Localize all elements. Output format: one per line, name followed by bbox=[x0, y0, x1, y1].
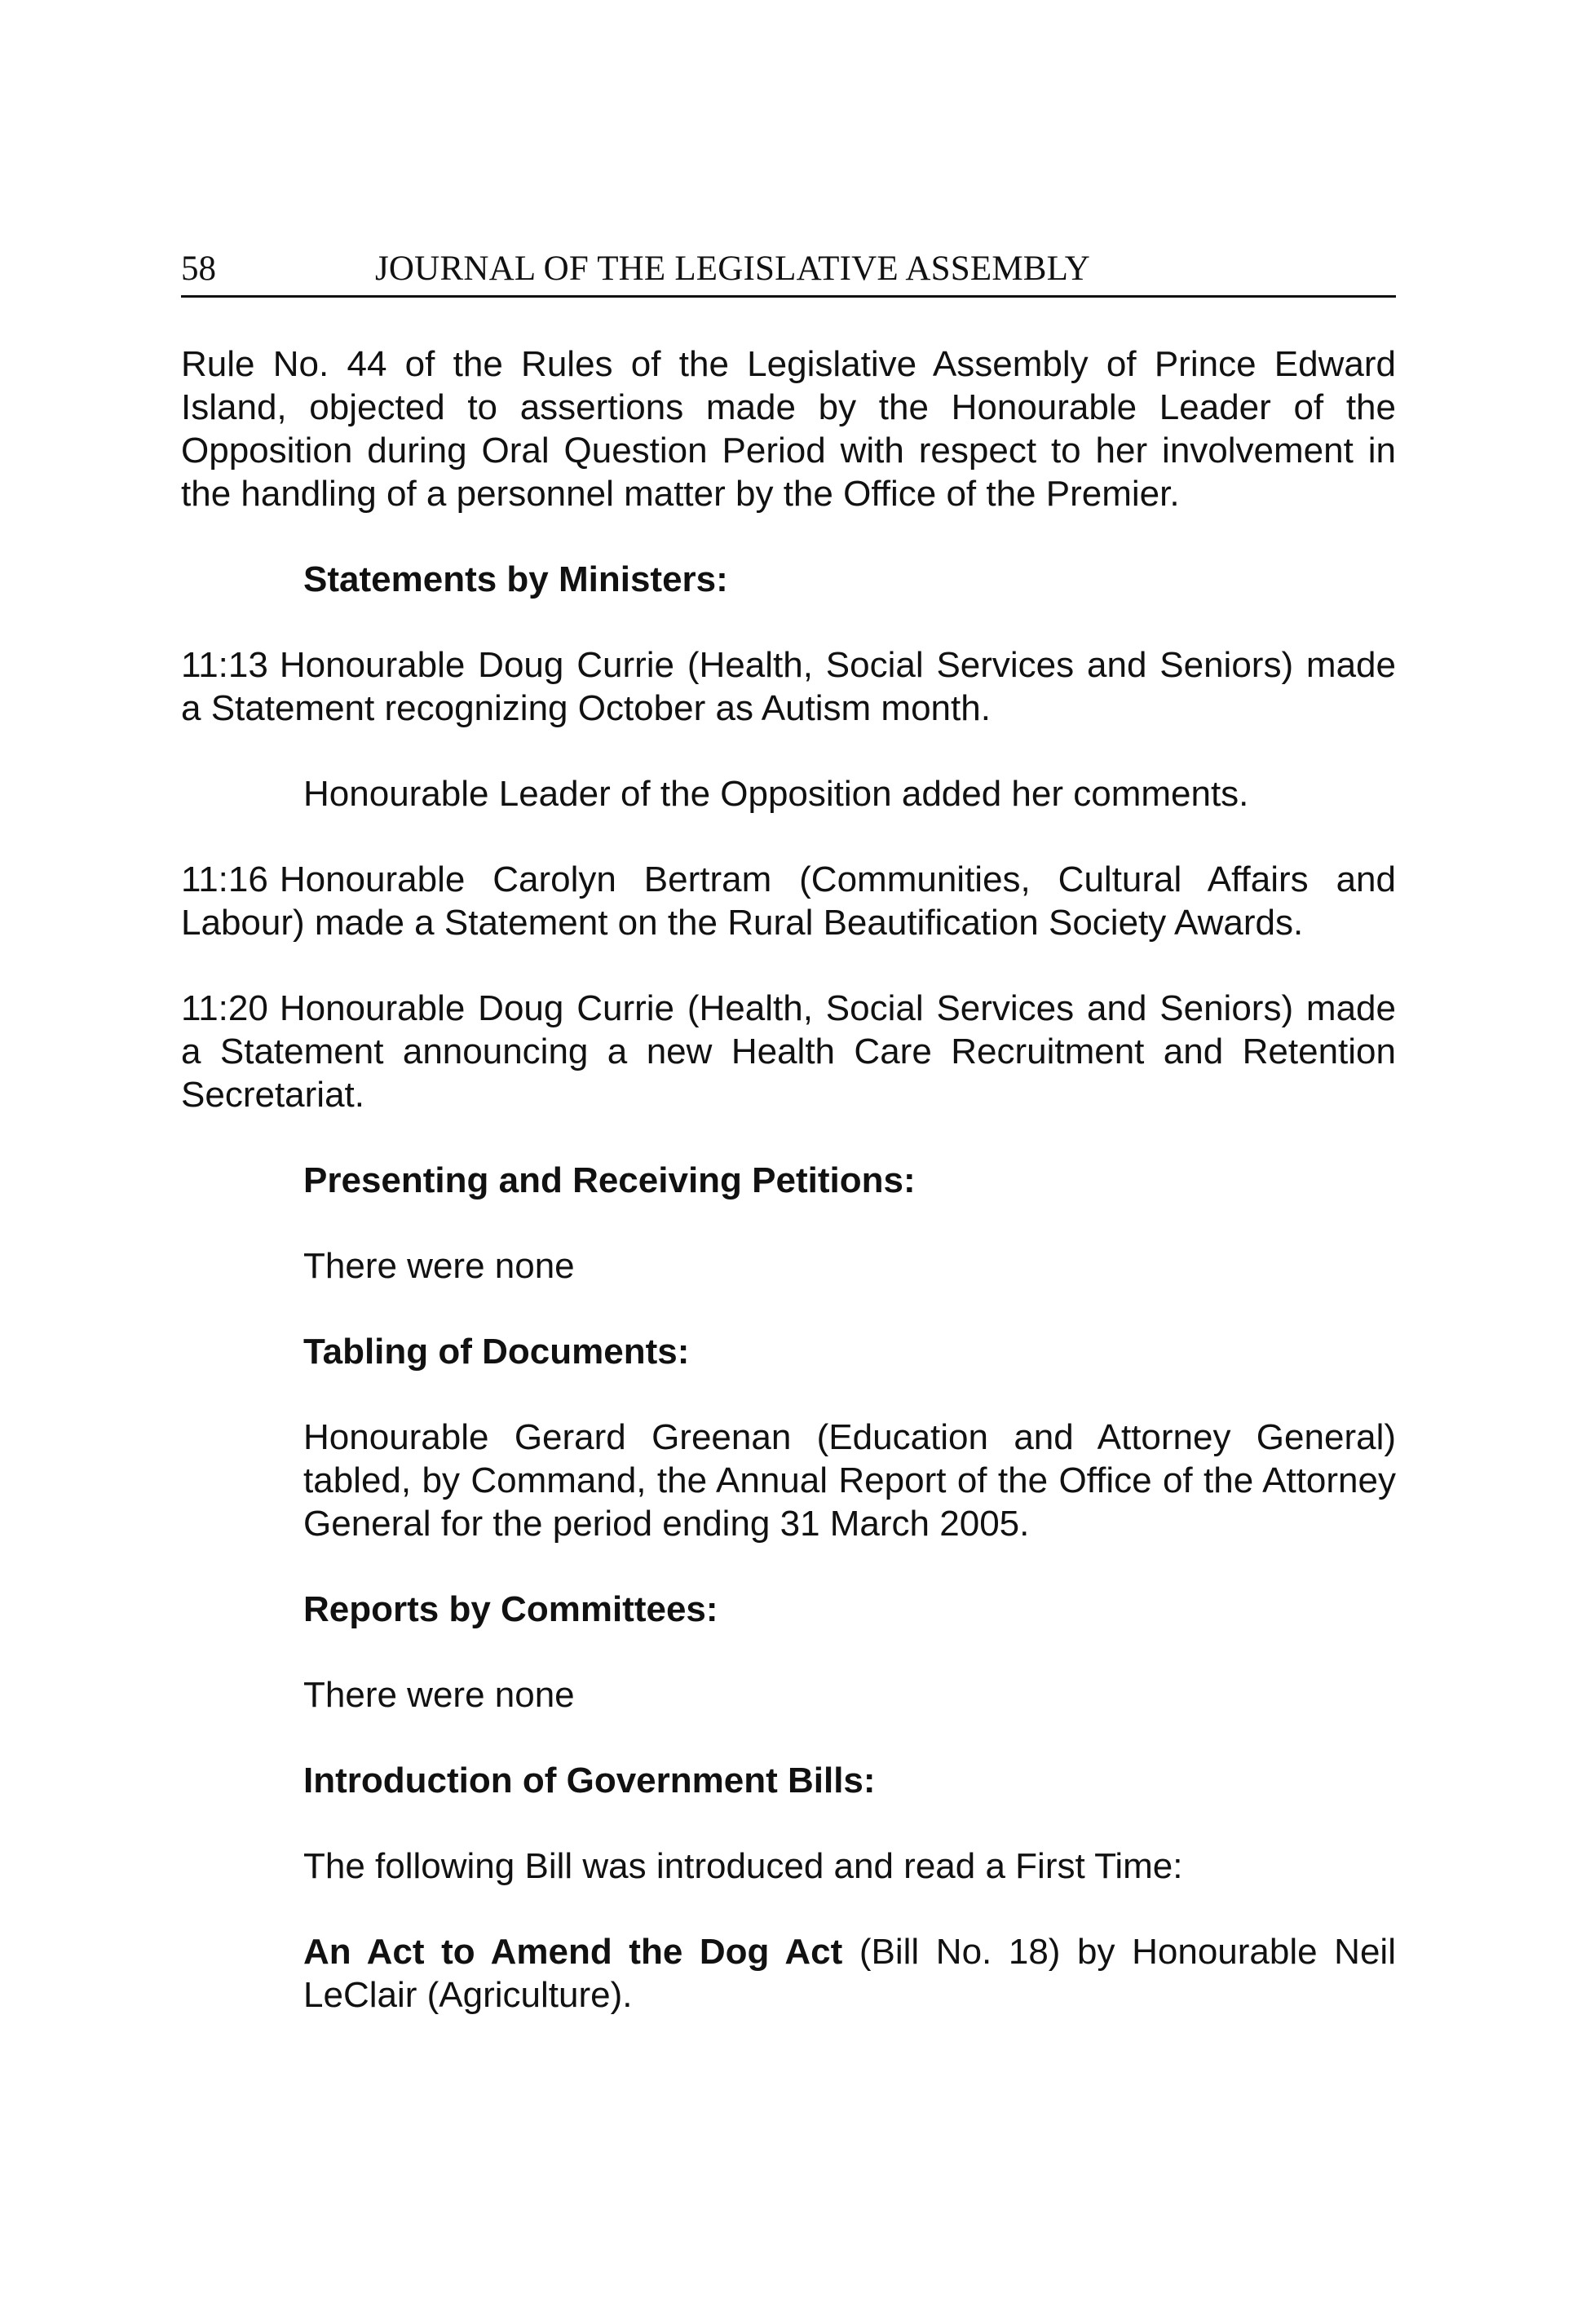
statement-item bbox=[181, 643, 1396, 730]
bill-title: An Act to Amend the Dog Act bbox=[303, 1932, 843, 1972]
petitions-heading: Presenting and Receiving Petitions: bbox=[303, 1160, 916, 1200]
statement-time: 11:13 bbox=[181, 645, 268, 685]
statement-time: 11:16 bbox=[181, 859, 268, 899]
statement-text: Honourable Doug Currie (Health, Social Services and Seniors) made a Statement announcing a new Health Care Recruitment and Retention Secretariat. bbox=[181, 988, 1396, 1115]
page-number: 58 bbox=[181, 250, 216, 288]
committees-text: There were none bbox=[303, 1675, 575, 1715]
opposition-comment: Honourable Leader of the Opposition added her comments. bbox=[303, 774, 1249, 814]
statement-text: Honourable Doug Currie (Health, Social Services and Seniors) made a Statement recognizing October as Autism month. bbox=[181, 645, 1396, 728]
statement-item bbox=[181, 987, 1396, 1116]
bill-entry bbox=[181, 1930, 1396, 2017]
tabling-text: Honourable Gerard Greenan (Education and Attorney General) tabled, by Command, the Annual Report of the Office of the Attorney General for the period ending 31 March 2005. bbox=[303, 1417, 1396, 1544]
running-title: JOURNAL OF THE LEGISLATIVE ASSEMBLY bbox=[375, 250, 1091, 288]
statement-item bbox=[181, 858, 1396, 944]
journal-page bbox=[181, 245, 1396, 2017]
journal-body bbox=[181, 298, 1396, 2017]
page-header bbox=[181, 245, 1396, 298]
bill-detail: (Bill No. 18) by Honourable Neil LeClair (Agriculture). bbox=[303, 1932, 1396, 2015]
statement-text: Honourable Carolyn Bertram (Communities, Cultural Affairs and Labour) made a Statement on the Rural Beautification Society Awards. bbox=[181, 859, 1396, 943]
intro-paragraph: Rule No. 44 of the Rules of the Legislative Assembly of Prince Edward Island, objected to assertions made by the Honourable Leader of the Opposition during Oral Question Period with respect to her involvement in the handling of a personnel matter by the Office of the Premier. bbox=[181, 344, 1396, 514]
tabling-heading: Tabling of Documents: bbox=[303, 1332, 690, 1372]
statements-heading: Statements by Ministers: bbox=[303, 559, 728, 599]
petitions-text: There were none bbox=[303, 1246, 575, 1286]
bills-intro: The following Bill was introduced and read a First Time: bbox=[303, 1846, 1183, 1886]
committees-heading: Reports by Committees: bbox=[303, 1589, 718, 1629]
statement-time: 11:20 bbox=[181, 988, 268, 1028]
bills-heading: Introduction of Government Bills: bbox=[303, 1761, 876, 1800]
